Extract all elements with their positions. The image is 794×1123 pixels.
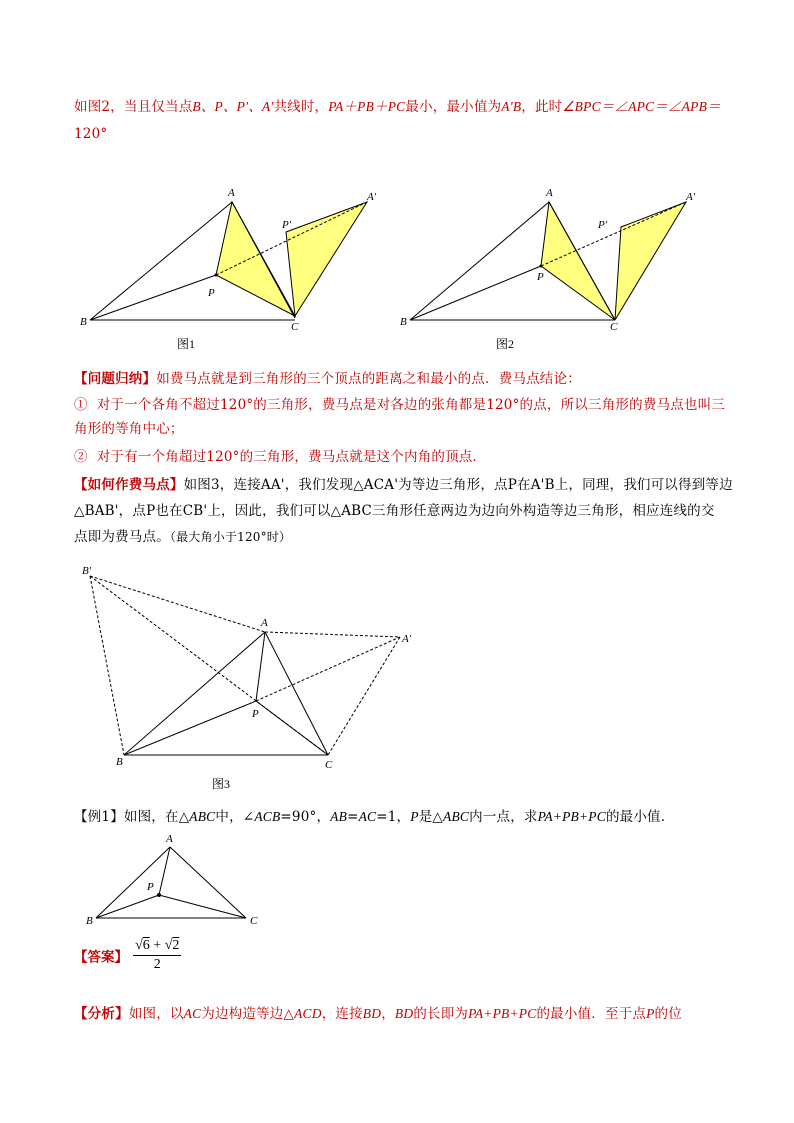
fig1-label-a: A <box>228 187 235 199</box>
fig2-label-pp: P' <box>598 219 608 231</box>
fig3-segment-apc <box>328 637 400 755</box>
fig1-segment-ba <box>90 202 232 320</box>
fig3-label-p: P <box>252 708 259 720</box>
fig3-label-a: A <box>261 617 268 629</box>
fig2-point-p <box>540 265 543 268</box>
figure-1-caption: 图1 <box>177 337 196 351</box>
fig3-segment-ac <box>265 632 328 755</box>
fig1-label-p: P <box>208 287 215 299</box>
fig4-point-p <box>157 893 161 897</box>
fig2-segment-ba <box>410 202 549 320</box>
fig4-label-b: B <box>86 915 93 927</box>
fig1-shaded-triangle-ppapc <box>286 202 367 316</box>
fig3-label-ap: A' <box>402 633 412 645</box>
fig3-segment-bp <box>124 701 256 755</box>
howto-section <box>74 474 734 548</box>
fig2-label-ap: A' <box>686 191 696 203</box>
paragraph-line-2: 120° <box>74 126 108 142</box>
summary-item-1: ① 对于一个各角不超过120°的三角形，费马点是对各边的张角都是120°的点，所以三角形的费马点也叫三 <box>74 397 726 413</box>
howto-line-1: 【如何作费马点】如图3，连接AA'，我们发现△ACA'为等边三角形，点P在A'B上，同理，我们可以得到等边 <box>74 477 733 493</box>
fig1-point-p <box>215 274 218 277</box>
fig1-label-ap: A' <box>367 191 377 203</box>
fig3-segment-ap <box>256 632 265 701</box>
answer-line: 【答案】 $\frac{√6 + √2}{2}$ <box>74 938 180 972</box>
example-1: 【例1】如图，在△ABC中，∠ACB=90°，AB=AC=1，P是△ABC内一点，求PA+PB+PC的最小值． <box>74 809 675 825</box>
fig3-segment-ab <box>124 632 265 755</box>
sqrt-6: √6 <box>135 938 150 953</box>
fig4-segment-bp <box>96 895 159 918</box>
summary-line: 【问题归纳】如费马点就是到三角形的三个顶点的距离之和最小的点．费马点结论： <box>74 371 581 387</box>
fig2-shaded-triangle-ppapc <box>615 202 686 320</box>
fig4-label-a: A <box>166 833 173 845</box>
fig3-label-b: B <box>116 756 123 768</box>
fig4-segment-ac <box>170 847 246 918</box>
fig4-label-c: C <box>250 915 258 927</box>
fig3-segment-aap <box>265 632 400 637</box>
figure-4-diagram <box>82 830 272 930</box>
paragraph-fermat-condition <box>74 96 724 145</box>
fig2-label-a: A <box>546 187 553 199</box>
summary-item-1-cont: 角形的等角中心； <box>74 421 184 437</box>
fig1-label-b: B <box>80 316 87 328</box>
fig3-segment-bpb <box>90 576 124 755</box>
fig3-label-bp: B' <box>82 565 92 577</box>
fig4-segment-ab <box>96 847 170 918</box>
howto-line-2: △BAB'，点P也在CB'上，因此，我们可以△ABC三角形任意两边为边向外构造等边三角形，相应连线的交 <box>74 503 715 519</box>
figure-3-caption: 图3 <box>212 777 231 791</box>
fig3-label-c: C <box>325 759 333 771</box>
sqrt-2: √2 <box>164 938 180 953</box>
fig3-segment-bpa <box>90 576 265 632</box>
figure-3-diagram <box>70 560 430 775</box>
fig4-label-p: P <box>147 881 154 893</box>
fig4-segment-ap <box>159 847 170 895</box>
fig1-segment-bp <box>90 275 216 320</box>
fig1-label-c: C <box>291 321 299 333</box>
answer-fraction: $\frac{√6 + √2}{2}$ <box>135 938 180 972</box>
fig2-segment-bp <box>410 266 541 320</box>
figure-2-diagram <box>390 180 720 355</box>
fig2-label-p: P <box>537 271 544 283</box>
fig3-segment-pap <box>256 637 400 701</box>
howto-line-3: 点即为费马点。（最大角小于120°时） <box>74 529 292 545</box>
fig1-label-pp: P' <box>282 219 292 231</box>
figure-1-diagram <box>70 180 390 355</box>
summary-section <box>74 368 734 468</box>
fig2-label-c: C <box>610 321 618 333</box>
paragraph-line-1: 如图2，当且仅当点B、P、P'、A'共线时，PA＋PB＋PC最小，最小值为A'B，此时∠BPC＝∠APC＝∠APB＝ <box>74 99 721 115</box>
fig3-segment-cp <box>256 701 328 755</box>
analysis-line: 【分析】如图，以AC为边构造等边△ACD，连接BD，BD的长即为PA+PB+PC的最小值．至于点P的位 <box>74 1006 682 1022</box>
fig4-segment-cp <box>159 895 246 918</box>
summary-item-2: ② 对于有一个角超过120°的三角形，费马点就是这个内角的顶点． <box>74 449 487 465</box>
figure-2-caption: 图2 <box>496 337 515 351</box>
fig2-label-b: B <box>400 316 407 328</box>
